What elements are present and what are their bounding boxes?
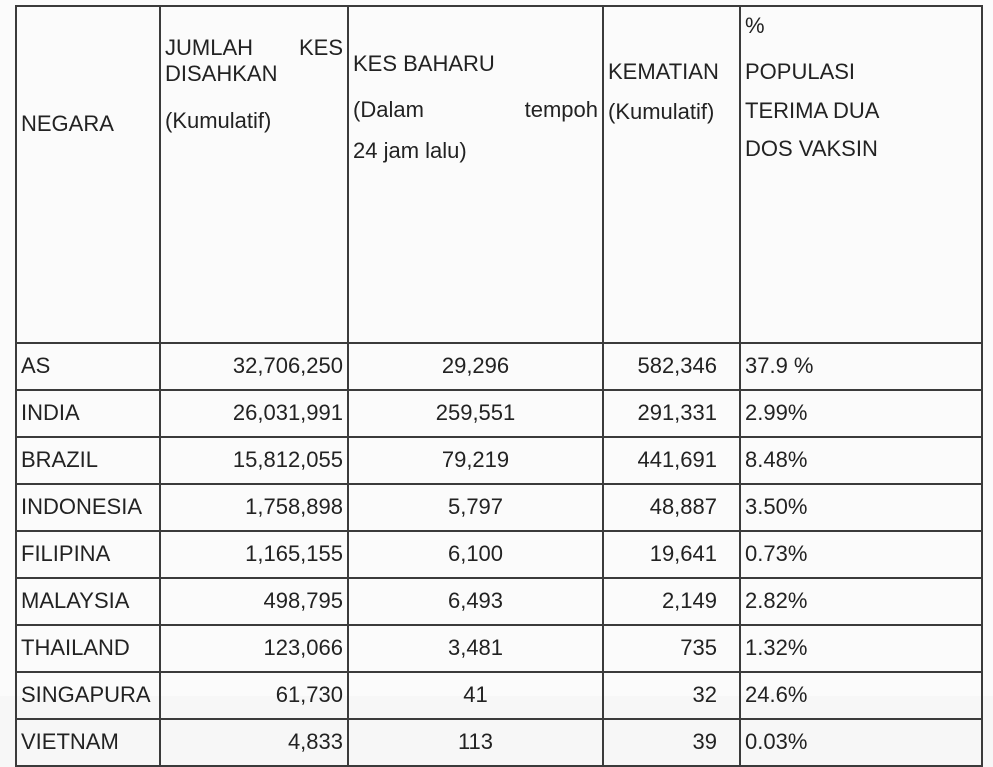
cell-pct: 3.50%: [740, 484, 982, 531]
header-kematian-spacer: [608, 85, 735, 99]
header-pct-line4: DOS VAKSIN: [745, 136, 878, 162]
header-jumlah-line2: DISAHKAN: [165, 61, 278, 87]
header-baharu-spacer: [353, 77, 598, 97]
table-header: [16, 6, 982, 343]
cell-pct: 1.32%: [740, 625, 982, 672]
covid-cases-table: [15, 5, 983, 767]
cell-kematian: 48,887: [603, 484, 740, 531]
header-baharu-line1: KES BAHARU: [353, 51, 495, 76]
cell-kematian: 32: [603, 672, 740, 719]
cell-baharu: 41: [348, 672, 603, 719]
cell-kematian: 2,149: [603, 578, 740, 625]
table-row: [16, 484, 982, 531]
cell-pct: 8.48%: [740, 437, 982, 484]
cell-kematian: 291,331: [603, 390, 740, 437]
header-negara-label: NEGARA: [21, 111, 114, 136]
header-baharu-line2: [353, 97, 598, 123]
header-jumlah-line1: [165, 35, 343, 61]
cell-jumlah: 61,730: [160, 672, 348, 719]
table-row: [16, 390, 982, 437]
cell-negara: MALAYSIA: [16, 578, 160, 625]
cell-pct: 0.73%: [740, 531, 982, 578]
header-baharu-line3: 24 jam lalu): [353, 137, 467, 163]
cell-baharu: 3,481: [348, 625, 603, 672]
cell-baharu: 259,551: [348, 390, 603, 437]
cell-negara: VIETNAM: [16, 719, 160, 766]
cell-pct: 37.9 %: [740, 343, 982, 390]
cell-negara: BRAZIL: [16, 437, 160, 484]
header-jumlah-word1: JUMLAH: [165, 35, 254, 60]
cell-pct: 2.99%: [740, 390, 982, 437]
table-row: [16, 578, 982, 625]
cell-baharu: 79,219: [348, 437, 603, 484]
cell-jumlah: 32,706,250: [160, 343, 348, 390]
cell-negara: INDIA: [16, 390, 160, 437]
cell-negara: AS: [16, 343, 160, 390]
header-jumlah-word2: KES: [298, 35, 343, 60]
cell-baharu: 113: [348, 719, 603, 766]
header-kematian: [603, 6, 740, 343]
cell-negara: THAILAND: [16, 625, 160, 672]
table-row: [16, 625, 982, 672]
cell-kematian: 441,691: [603, 437, 740, 484]
cell-pct: 24.6%: [740, 672, 982, 719]
header-pct-line1: %: [745, 13, 765, 38]
cell-jumlah: 1,758,898: [160, 484, 348, 531]
cell-jumlah: 1,165,155: [160, 531, 348, 578]
table-row: [16, 437, 982, 484]
cell-baharu: 6,100: [348, 531, 603, 578]
cell-baharu: 29,296: [348, 343, 603, 390]
table-row: [16, 343, 982, 390]
header-baharu-word2: tempoh: [524, 97, 598, 123]
cell-baharu: 5,797: [348, 484, 603, 531]
header-populasi-vaksin: [740, 6, 982, 343]
cell-kematian: 39: [603, 719, 740, 766]
cell-negara: INDONESIA: [16, 484, 160, 531]
cell-jumlah: 15,812,055: [160, 437, 348, 484]
header-jumlah-line3: (Kumulatif): [165, 107, 272, 133]
header-pct-line2: POPULASI: [745, 59, 856, 85]
cell-negara: SINGAPURA: [16, 672, 160, 719]
header-kematian-line2: (Kumulatif): [608, 99, 715, 125]
cell-pct: 2.82%: [740, 578, 982, 625]
cell-pct: 0.03%: [740, 719, 982, 766]
header-jumlah-kes: [160, 6, 348, 343]
header-jumlah-spacer: [165, 88, 343, 108]
table-row: [16, 719, 982, 766]
header-kematian-line1: KEMATIAN: [608, 59, 719, 84]
cell-kematian: 19,641: [603, 531, 740, 578]
cell-jumlah: 498,795: [160, 578, 348, 625]
header-kes-baharu: [348, 6, 603, 343]
cell-baharu: 6,493: [348, 578, 603, 625]
cell-jumlah: 4,833: [160, 719, 348, 766]
header-pct-spacer: [745, 39, 977, 59]
header-baharu-word1: (Dalam: [353, 97, 424, 123]
header-baharu-spacer2: [353, 124, 598, 138]
table-row: [16, 531, 982, 578]
header-pct-line3: TERIMA DUA: [745, 97, 880, 123]
cell-negara: FILIPINA: [16, 531, 160, 578]
cell-kematian: 735: [603, 625, 740, 672]
cell-jumlah: 26,031,991: [160, 390, 348, 437]
header-negara: [16, 6, 160, 343]
cell-jumlah: 123,066: [160, 625, 348, 672]
table-body: [16, 343, 982, 766]
header-row: [16, 6, 982, 343]
cell-kematian: 582,346: [603, 343, 740, 390]
